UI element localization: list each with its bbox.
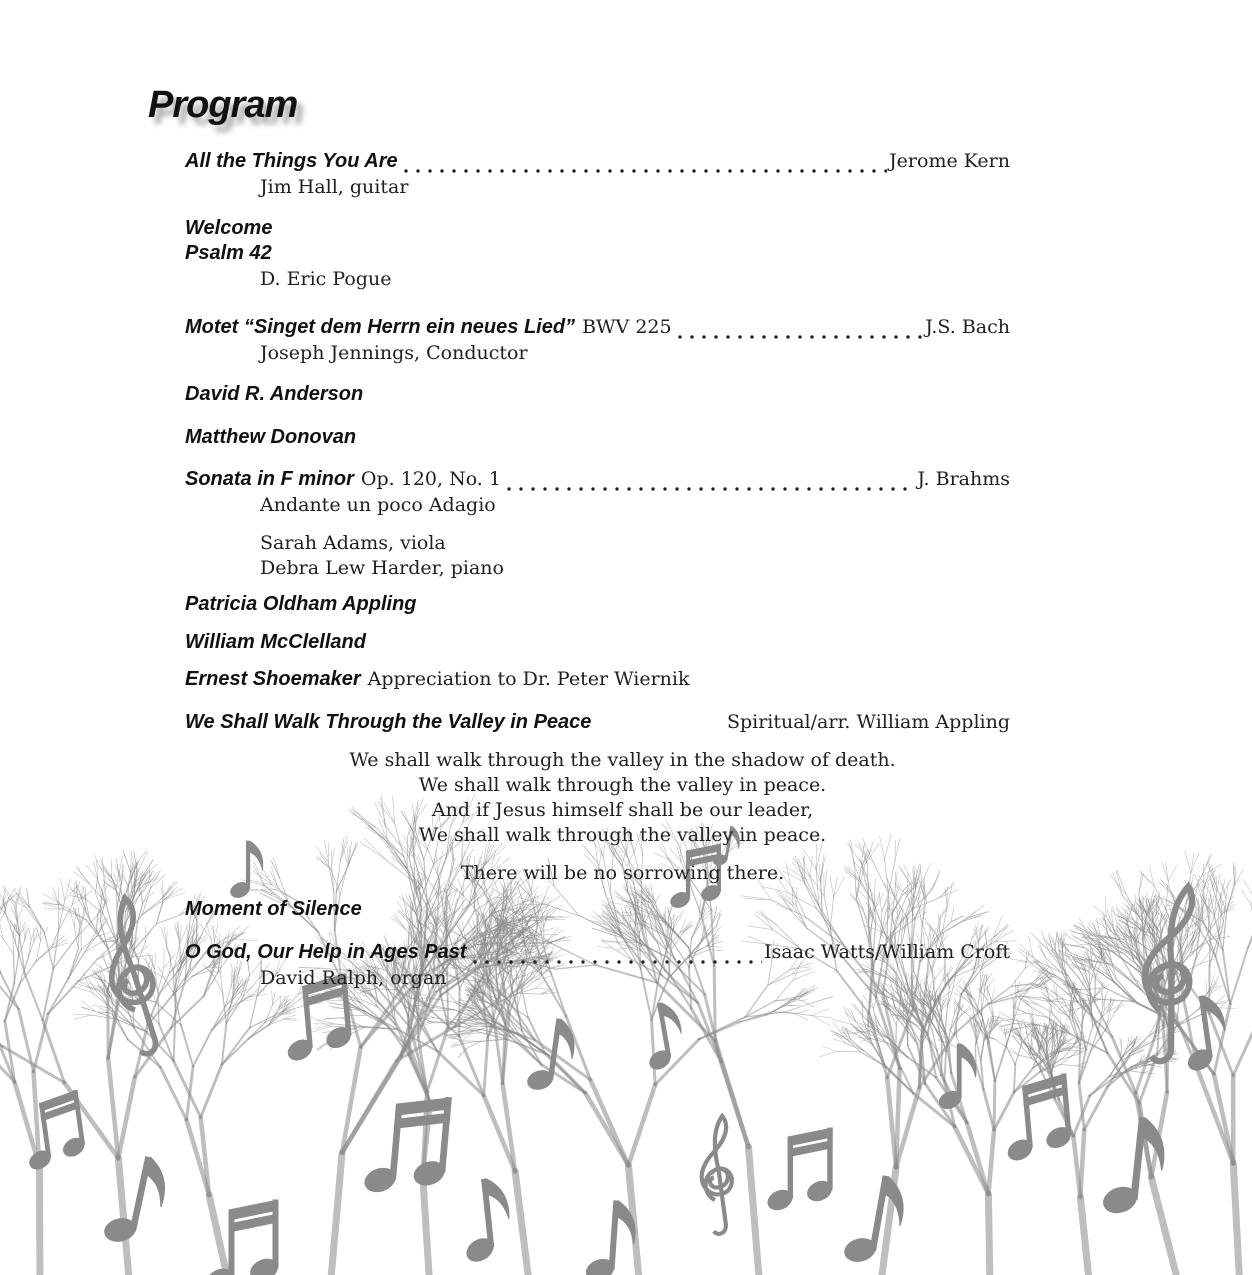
program-item-kern (185, 150, 1010, 176)
piece-title: We Shall Walk Through the Valley in Peace (185, 711, 592, 733)
performer: Sarah Adams, viola (260, 532, 446, 554)
program-item-welcome (185, 217, 1010, 243)
speaker-name: Patricia Oldham Appling (185, 593, 417, 615)
piece-title: Motet “Singet dem Herrn ein neues Lied” (185, 316, 576, 338)
dot-leader (674, 334, 924, 340)
lyric-line: And if Jesus himself shall be our leader, (431, 799, 814, 821)
speaker-name: David R. Anderson (185, 383, 364, 405)
page-title: Program (148, 84, 298, 126)
program-item-valley (185, 711, 1010, 737)
item-title: Psalm 42 (185, 242, 272, 264)
dot-leader (400, 168, 887, 174)
program-item-anderson (185, 383, 1010, 409)
performer: D. Eric Pogue (260, 268, 392, 290)
speaker-name: William McClelland (185, 631, 366, 653)
program-item-appling (185, 593, 1010, 619)
dot-leader (503, 486, 915, 492)
lyric-line: We shall walk through the valley in peace. (418, 824, 827, 846)
program-item-hymn (185, 941, 1010, 967)
opus-number: Op. 120, No. 1 (360, 468, 501, 490)
lyric-line: We shall walk through the valley in the shadow of death. (349, 749, 896, 771)
program-item-mcclelland (185, 631, 1010, 657)
movement: Andante un poco Adagio (260, 494, 496, 516)
performer: Debra Lew Harder, piano (260, 557, 504, 579)
program-item-psalm (185, 242, 1010, 268)
catalog-number: BWV 225 (582, 316, 672, 338)
performer: David Ralph, organ (260, 967, 447, 989)
program-item-donovan (185, 426, 1010, 452)
program-item-silence (185, 898, 1010, 924)
item-title: Welcome (185, 217, 273, 239)
speaker-name: Matthew Donovan (185, 426, 357, 448)
composer: Jerome Kern (889, 150, 1010, 172)
dot-leader (469, 959, 763, 965)
composer: Spiritual/arr. William Appling (726, 711, 1010, 733)
piece-title: Sonata in F minor (185, 468, 354, 490)
item-title: Moment of Silence (185, 898, 362, 920)
composer: J.S. Bach (925, 316, 1010, 338)
speaker-name: Ernest Shoemaker (185, 668, 361, 690)
appreciation-note: Appreciation to Dr. Peter Wiernik (367, 668, 690, 690)
program-item-motet (185, 316, 1010, 342)
lyric-line: We shall walk through the valley in peace. (418, 774, 827, 796)
lyrics-verse (300, 748, 945, 848)
composer: J. Brahms (917, 468, 1010, 490)
lyrics-ending (300, 861, 945, 886)
program-item-sonata (185, 468, 1010, 494)
performer: Jim Hall, guitar (260, 176, 409, 198)
piece-title: All the Things You Are (185, 150, 398, 172)
program-item-shoemaker (185, 668, 1010, 694)
composer: Isaac Watts/William Croft (764, 941, 1010, 963)
performer: Joseph Jennings, Conductor (260, 342, 528, 364)
piece-title: O God, Our Help in Ages Past (185, 941, 467, 963)
lyric-line: There will be no sorrowing there. (460, 862, 785, 884)
